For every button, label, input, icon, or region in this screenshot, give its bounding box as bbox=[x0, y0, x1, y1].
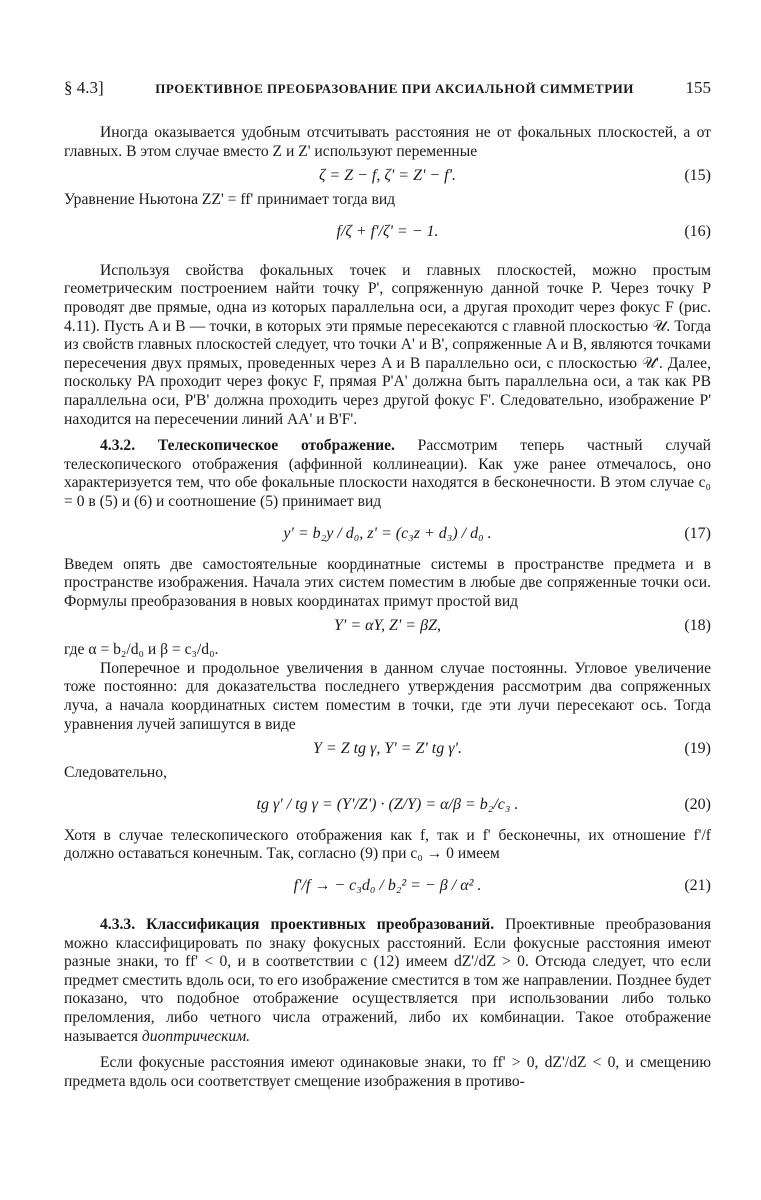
section-4-3-3 bbox=[64, 916, 711, 1046]
section-4-3-2-text: Рассмотрим теперь частный случай телескопического отображения (аффинной коллинеации). Как уже ранее отмечалось, оно характеризуется тем, что обе фокальные плоскости находятся в бесконечности. В этом случае c₀ = 0 в (5) и (6) и соотношение (5) принимает вид bbox=[64, 437, 711, 510]
section-4-3-2-heading: 4.3.2. Телескопическое отображение. bbox=[100, 437, 395, 455]
equation-15 bbox=[64, 161, 711, 191]
paragraph-consequently: Следовательно, bbox=[64, 764, 167, 782]
paragraph-focal-ratio: Хотя в случае телескопического отображения как f, так и f' бесконечны, их отношение f'/f должно оставаться конечным. Так, согласно (9) при c₀ → 0 имеем bbox=[64, 826, 711, 863]
equation-19 bbox=[64, 734, 711, 764]
equation-21 bbox=[64, 864, 711, 908]
running-header bbox=[64, 78, 711, 102]
term-dioptric: диоптрическим. bbox=[141, 1027, 251, 1045]
equation-15-number: (15) bbox=[684, 167, 711, 185]
equation-17-expression: y' = b₂y / d₀, z' = (c₃z + d₃) / d₀ . bbox=[283, 524, 492, 542]
equation-16-number: (16) bbox=[684, 222, 711, 240]
page-number: 155 bbox=[685, 78, 711, 97]
equation-17-number: (17) bbox=[684, 524, 711, 542]
equation-17 bbox=[64, 512, 711, 556]
equation-19-number: (19) bbox=[684, 740, 711, 758]
equation-18-number: (18) bbox=[684, 617, 711, 635]
paragraph-principal-planes: Иногда оказывается удобным отсчитывать расстояния не от фокальных плоскостей, а от главных. В этом случае вместо Z и Z' используют переменные bbox=[64, 124, 711, 160]
equation-21-number: (21) bbox=[684, 877, 711, 895]
header-chapter-title: ПРОЕКТИВНОЕ ПРЕОБРАЗОВАНИЕ ПРИ АКСИАЛЬНОЙ СИММЕТРИИ bbox=[155, 81, 634, 96]
paragraph-same-signs: Если фокусные расстояния имеют одинаковые знаки, то ff' > 0, dZ'/dZ < 0, и смещению предмета вдоль оси соответствует смещение изображения в противо- bbox=[64, 1054, 711, 1090]
paragraph-alpha-beta: где α = b₂/d₀ и β = c₃/d₀. bbox=[64, 641, 219, 659]
equation-20-number: (20) bbox=[684, 795, 711, 813]
paragraph-geometric-construction: Используя свойства фокальных точек и главных плоскостей, можно простым геометрическим построением найти точку P', сопряженную данной точке P. Через точку P проводят две прямые, одна из которых параллельна оси, а другая проходит через фокус F (рис. 4.11). Пусть A и B — точки, в которых эти прямые пересекаются с главной плоскостью 𝒰. Тогда из свойств главных плоскостей следует, что точки A' и B', сопряженные A и B, являются точками пересечения двух прямых, проведенных через A и B параллельно оси, с плоскостью 𝒰'. Далее, поскольку PA проходит через фокус F, прямая P'A' должна быть параллельна оси, а так как PB параллельна оси, P'B' должна проходить через другой фокус F'. Следовательно, изображение P' находится на пересечении линий AA' и B'F'. bbox=[64, 261, 711, 428]
equation-18-expression: Y' = αY, Z' = βZ, bbox=[334, 617, 441, 635]
header-section-ref: § 4.3] bbox=[64, 78, 104, 97]
equation-15-expression: ζ = Z − f, ζ' = Z' − f'. bbox=[318, 167, 457, 185]
paragraph-newton-equation: Уравнение Ньютона ZZ' = ff' принимает тогда вид bbox=[64, 191, 396, 209]
section-4-3-3-heading: 4.3.3. Классификация проективных преобразований. bbox=[100, 916, 495, 934]
equation-21-expression: f'/f → − c₃d₀ / b₂² = − β / α² . bbox=[293, 877, 482, 895]
equation-18 bbox=[64, 611, 711, 641]
equation-16-expression: f/ζ + f'/ζ' = − 1. bbox=[336, 222, 439, 240]
equation-20-expression: tg γ' / tg γ = (Y'/Z') · (Z/Y) = α/β = b₂/c₃ . bbox=[256, 795, 519, 813]
equation-19-expression: Y = Z tg γ, Y' = Z' tg γ'. bbox=[313, 740, 462, 758]
section-4-3-3-text: Проективные преобразования можно классифицировать по знаку фокусных расстояний. Если фокусные расстояния имеют разные знаки, то ff' < 0, и в соответствии с (12) имеем dZ'/dZ > 0. Отсюда следует, что если предмет сместить вдоль оси, то его изображение сместится в том же направлении. Позднее будет показано, что подобное отображение осуществляется при использовании либо только преломления, либо четного числа отражений, либо их комбинации. Такое отображение называется bbox=[64, 916, 711, 1045]
section-4-3-2 bbox=[64, 437, 711, 511]
equation-20 bbox=[64, 783, 711, 827]
paragraph-magnification: Поперечное и продольное увеличения в данном случае постоянны. Угловое увеличение тоже постоянно: для доказательства последнего утверждения рассмотрим два сопряженных луча, а начала координатных систем поместим в точки, где эти лучи пересекают ось. Тогда уравнения лучей запишутся в виде bbox=[64, 659, 711, 733]
equation-16 bbox=[64, 210, 711, 254]
paragraph-coordinate-systems: Введем опять две самостоятельные координатные системы в пространстве предмета и в пространстве изображения. Начала этих систем поместим в любые две сопряженные точки оси. Формулы преобразования в новых координатах примут простой вид bbox=[64, 555, 711, 610]
